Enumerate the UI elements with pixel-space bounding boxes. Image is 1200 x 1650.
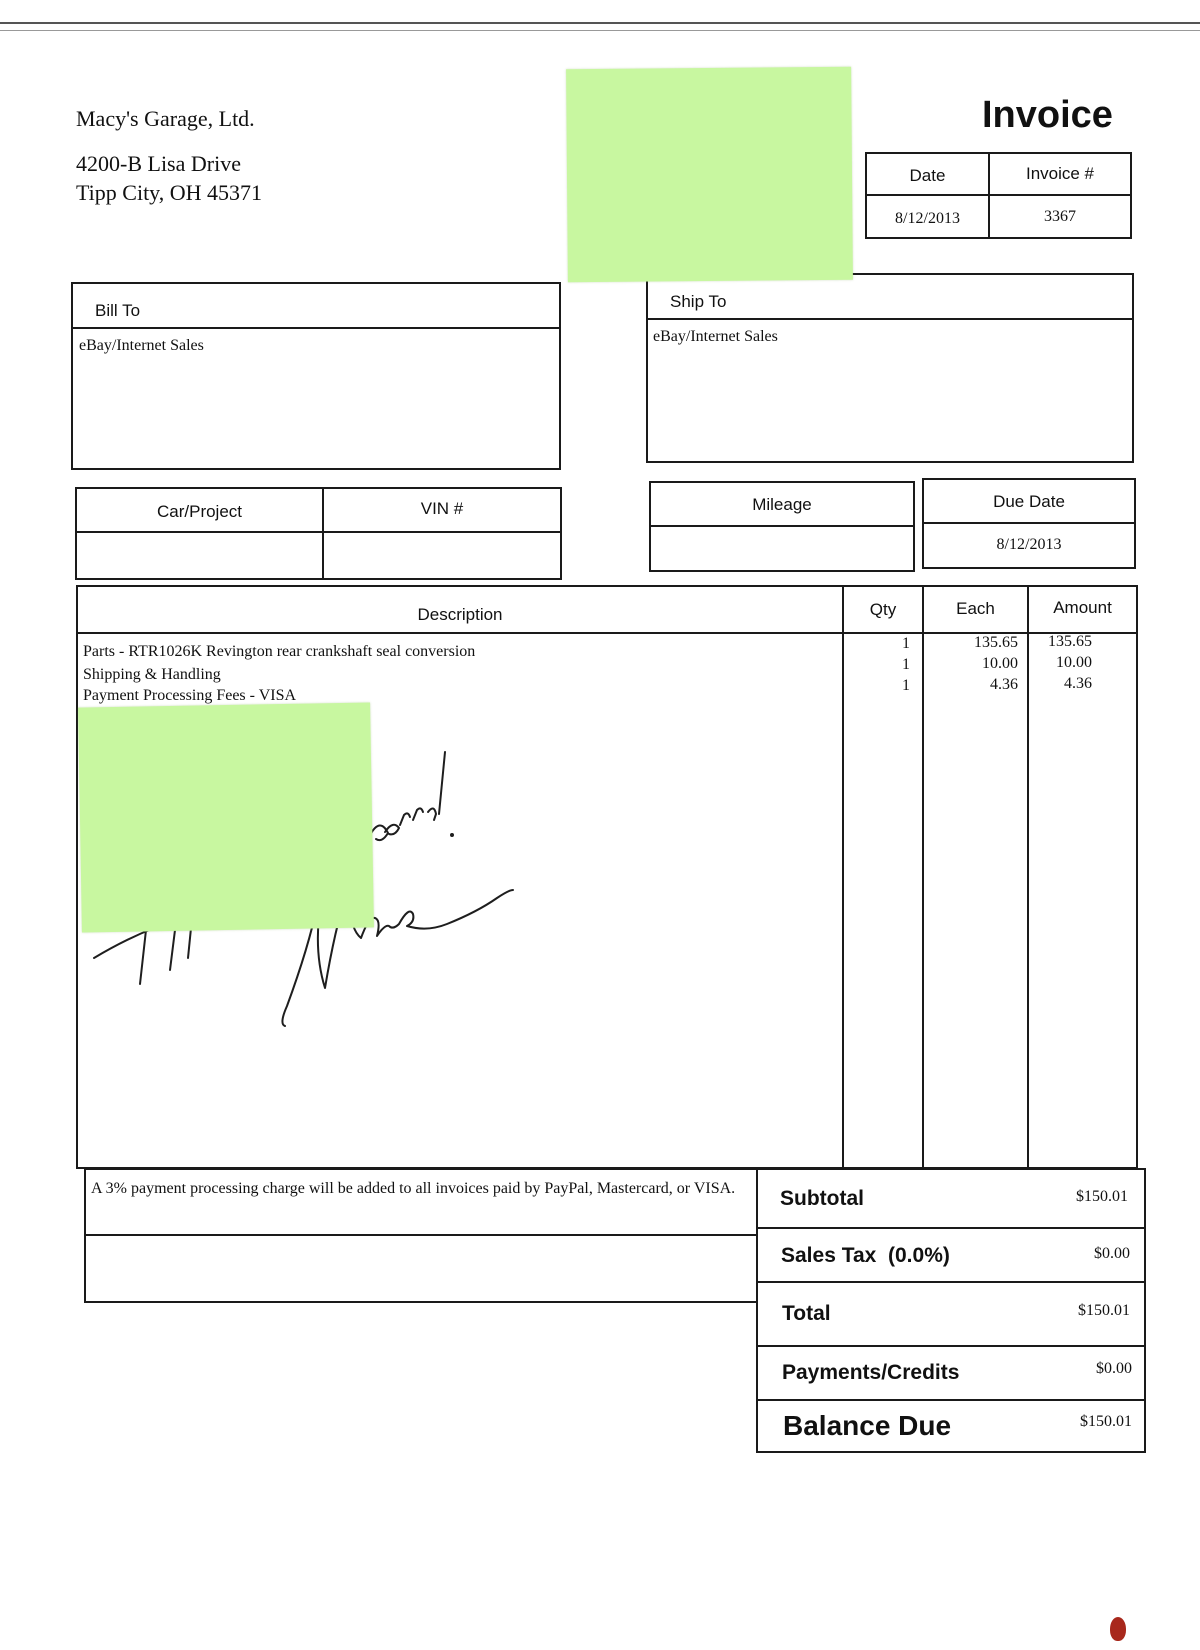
company-address-line1: 4200-B Lisa Drive [76,151,241,176]
sales-tax-label: Sales Tax (0.0%) [781,1244,950,1267]
balance-due-label: Balance Due [783,1410,952,1441]
sales-tax-value: $0.00 [1094,1245,1130,1262]
company-name: Macy's Garage, Ltd. [76,106,255,131]
item-qty-1: 1 [902,635,910,652]
totals-divider-4 [756,1399,1146,1401]
item-each-2: 10.00 [982,655,1018,672]
due-date-value: 8/12/2013 [996,536,1062,553]
item-qty-2: 1 [902,656,910,673]
payments-credits-value: $0.00 [1096,1360,1132,1377]
bill-to-box [71,282,561,470]
item-amount-3: 4.36 [1064,675,1092,692]
invoice-number: 3367 [1044,208,1076,225]
date-invoice-divider [865,194,1132,196]
footer-note-divider [84,1234,758,1236]
bill-to-divider [71,327,561,329]
car-project-label: Car/Project [156,502,243,521]
scan-top-edge [0,22,1200,24]
total-label: Total [782,1302,831,1325]
totals-divider-1 [756,1227,1146,1229]
item-description-3: Payment Processing Fees - VISA [83,687,297,704]
bill-to-label: Bill To [95,301,141,320]
sticky-note-body [78,702,374,932]
item-amount-1: 135.65 [1048,633,1092,650]
invoice-date: 8/12/2013 [895,210,960,227]
total-value: $150.01 [1078,1302,1130,1319]
item-each-1: 135.65 [974,634,1018,651]
mileage-label: Mileage [752,495,812,514]
qty-header: Qty [869,600,897,619]
totals-divider-3 [756,1345,1146,1347]
balance-due-value: $150.01 [1080,1413,1132,1430]
items-col-divider-amount [1027,585,1029,1169]
amount-header: Amount [1053,598,1112,617]
scan-top-edge-right [0,30,1200,31]
items-col-divider-qty [842,585,844,1169]
ship-to-divider [646,318,1134,320]
item-description-1: Parts - RTR1026K Revington rear crankshaft seal conversion [83,643,476,660]
each-header: Each [956,599,995,618]
bill-to-value: eBay/Internet Sales [79,337,204,354]
invoice-title: Invoice [982,94,1113,136]
totals-divider-2 [756,1281,1146,1283]
description-header: Description [417,605,503,624]
car-vin-divider [75,531,562,533]
date-label: Date [909,166,946,185]
mileage-divider [649,525,915,527]
sticky-note-top [566,67,853,282]
subtotal-value: $150.01 [1076,1188,1128,1205]
due-date-divider [922,522,1136,524]
items-col-divider-each [922,585,924,1169]
due-date-label: Due Date [993,492,1065,511]
vin-label: VIN # [420,499,464,518]
item-each-3: 4.36 [990,676,1018,693]
ship-to-label: Ship To [670,292,727,311]
ink-spot [1110,1617,1126,1641]
item-qty-3: 1 [902,677,910,694]
ship-to-value: eBay/Internet Sales [653,328,778,345]
item-description-2: Shipping & Handling [83,666,221,683]
company-address-line2: Tipp City, OH 45371 [76,180,263,205]
invoice-number-label: Invoice # [1025,164,1095,183]
footer-note-text: A 3% payment processing charge will be added to all invoices paid by PayPal, Mastercard, or VISA. [91,1180,736,1197]
item-amount-2: 10.00 [1056,654,1092,671]
subtotal-label: Subtotal [780,1187,864,1210]
payments-credits-label: Payments/Credits [782,1361,960,1384]
